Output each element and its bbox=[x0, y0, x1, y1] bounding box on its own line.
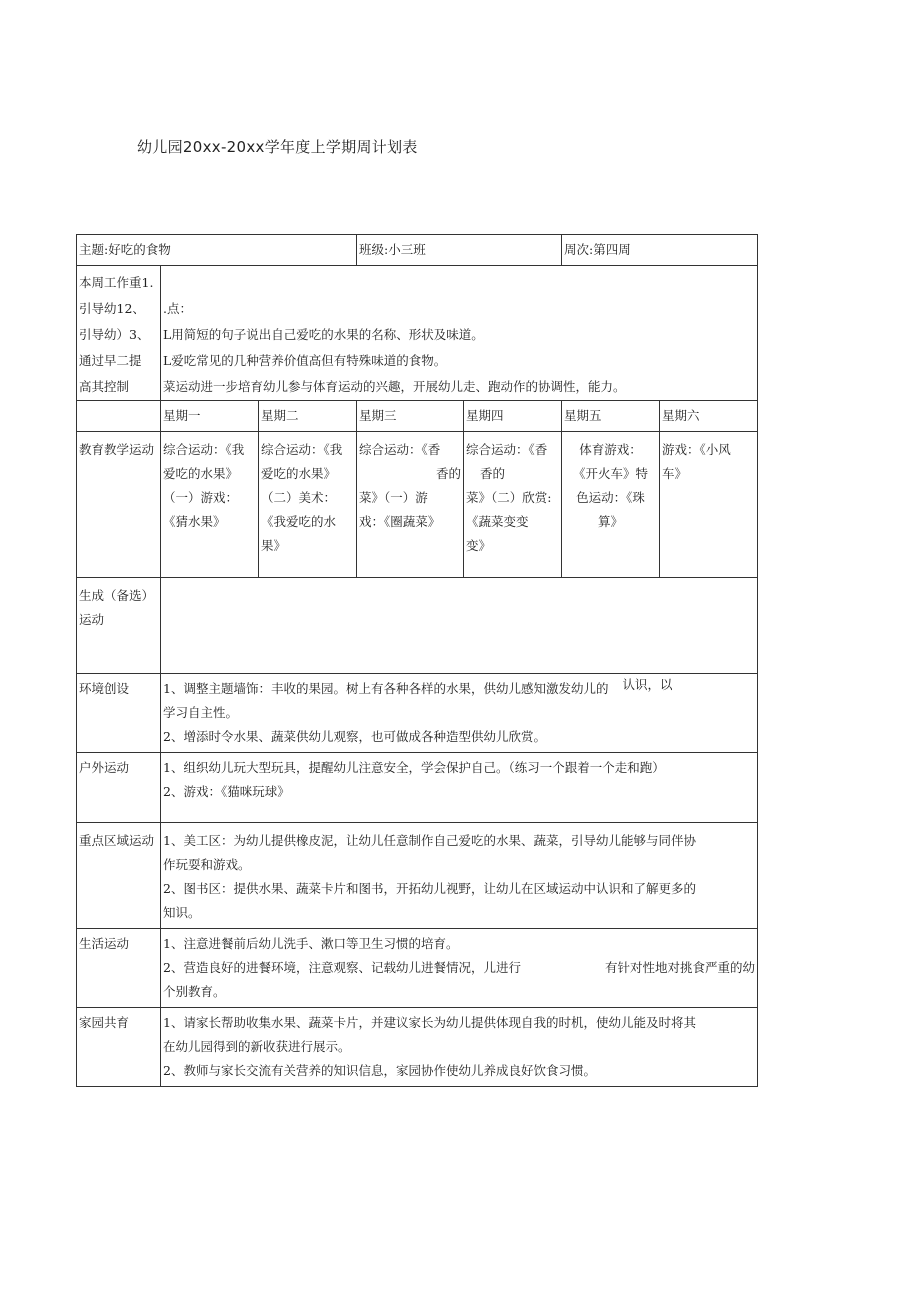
activity-line: 综合运动：《我 bbox=[261, 442, 343, 457]
outdoor-content bbox=[161, 753, 758, 823]
class-cell: 班级:小三班 bbox=[357, 235, 562, 266]
key-work-label-line: 引导幼）3、 bbox=[79, 327, 150, 342]
activity-line: 游戏：《小风 bbox=[662, 442, 731, 457]
family-line: 1、请家长帮助收集水果、蔬菜卡片，并建议家长为幼儿提供体现自我的时机，使幼儿能及时将其 bbox=[163, 1015, 696, 1030]
area-row bbox=[77, 823, 758, 929]
life-line-text: 2、营造良好的进餐环境，注意观察、记载幼儿进餐情况，儿进行 bbox=[163, 960, 521, 975]
weekday-header: 星期四 bbox=[464, 401, 562, 432]
activity-line: 菜》（一）游 bbox=[359, 490, 428, 505]
key-work-label bbox=[77, 266, 161, 401]
environment-label: 环境创设 bbox=[77, 674, 161, 753]
activity-line: 综合运动：《我 bbox=[163, 442, 245, 457]
generated-row bbox=[77, 578, 758, 674]
key-work-label-line: 引导幼12、 bbox=[79, 301, 145, 316]
header-row bbox=[77, 235, 758, 266]
area-label: 重点区域运动 bbox=[77, 823, 161, 929]
family-row bbox=[77, 1008, 758, 1087]
key-work-line: 菜运动进一步培育幼儿参与体育运动的兴趣，开展幼儿走、跑动作的协调性，能力。 bbox=[163, 379, 626, 394]
environment-aside: 认识，以 bbox=[622, 677, 673, 692]
environment-line: 学习自主性。 bbox=[163, 705, 239, 720]
key-work-label-line: 本周工作重1. bbox=[79, 275, 154, 290]
environment-line-text: 1、调整主题墙饰：丰收的果园。树上有各种各样的水果，供幼儿感知激发幼儿的 bbox=[163, 681, 609, 696]
monday-activity bbox=[161, 432, 259, 578]
generated-content bbox=[161, 578, 758, 674]
area-line: 知识。 bbox=[163, 905, 201, 920]
life-row bbox=[77, 929, 758, 1008]
family-line: 在幼儿园得到的新收获进行展示。 bbox=[163, 1039, 351, 1054]
activity-line: 香的 bbox=[480, 466, 506, 481]
activity-line: 果》 bbox=[261, 538, 287, 553]
life-aside: 有针对性地对挑食严重的幼 bbox=[605, 960, 756, 975]
activity-line: 综合运动：《香 bbox=[359, 442, 441, 457]
activity-line: 变》 bbox=[466, 538, 492, 553]
key-work-line: L爱吃常见的几种营养价值高但有特殊味道的食物。 bbox=[163, 353, 447, 368]
wednesday-activity bbox=[357, 432, 464, 578]
key-work-line: L用简短的句子说出自己爱吃的水果的名称、形状及味道。 bbox=[163, 327, 484, 342]
weekday-header: 星期六 bbox=[660, 401, 758, 432]
life-line bbox=[163, 956, 755, 980]
life-label: 生活运动 bbox=[77, 929, 161, 1008]
activity-line: 菜》（二）欣赏: bbox=[466, 490, 552, 505]
generated-label: 生成（备选）运动 bbox=[77, 578, 161, 674]
activity-line: 香的 bbox=[436, 466, 462, 481]
key-work-line bbox=[163, 270, 755, 296]
outdoor-row bbox=[77, 753, 758, 823]
weekday-header: 星期三 bbox=[357, 401, 464, 432]
weekday-header: 星期五 bbox=[562, 401, 660, 432]
activity-line: 《猜水果》 bbox=[163, 514, 226, 529]
key-work-content bbox=[161, 266, 758, 401]
activity-line: 车》 bbox=[662, 466, 688, 481]
tuesday-activity bbox=[259, 432, 357, 578]
family-line: 2、教师与家长交流有关营养的知识信息，家园协作使幼儿养成良好饮食习惯。 bbox=[163, 1063, 596, 1078]
weekday-blank-cell bbox=[77, 401, 161, 432]
environment-row bbox=[77, 674, 758, 753]
environment-line: 2、增添时令水果、蔬菜供幼儿观察，也可做成各种造型供幼儿欣赏。 bbox=[163, 729, 546, 744]
activity-line: 算》 bbox=[598, 514, 624, 529]
life-line: 个别教育。 bbox=[163, 984, 226, 999]
activity-line: 爱吃的水果》 bbox=[163, 466, 239, 481]
environment-content bbox=[161, 674, 758, 753]
friday-activity bbox=[562, 432, 660, 578]
activity-line: 体育游戏： bbox=[579, 442, 642, 457]
key-work-row bbox=[77, 266, 758, 401]
key-work-label-line: 通过早二提 bbox=[79, 353, 142, 368]
page-title: 幼儿园20xx-20xx学年度上学期周计划表 bbox=[137, 138, 418, 156]
weekly-plan-table bbox=[76, 234, 758, 1087]
activity-line: 《我爱吃的水 bbox=[261, 514, 337, 529]
life-content bbox=[161, 929, 758, 1008]
theme-cell: 主题:好吃的食物 bbox=[77, 235, 357, 266]
teaching-row bbox=[77, 432, 758, 578]
life-line: 1、注意进餐前后幼儿洗手、漱口等卫生习惯的培育。 bbox=[163, 936, 459, 951]
week-cell: 周次:第四周 bbox=[562, 235, 758, 266]
saturday-activity bbox=[660, 432, 758, 578]
activity-line: 《蔬菜变变 bbox=[466, 514, 529, 529]
area-line: 作玩耍和游戏。 bbox=[163, 857, 251, 872]
weekday-header: 星期二 bbox=[259, 401, 357, 432]
activity-line: （二）美术： bbox=[261, 490, 337, 505]
weekday-header: 星期一 bbox=[161, 401, 259, 432]
key-work-label-line: 高其控制 bbox=[79, 379, 130, 394]
teaching-label: 教育教学运动 bbox=[77, 432, 161, 578]
environment-line bbox=[163, 677, 755, 701]
outdoor-line: 2、游戏：《猫咪玩球》 bbox=[163, 784, 290, 799]
activity-line: 综合运动：《香 bbox=[466, 442, 548, 457]
family-label: 家园共育 bbox=[77, 1008, 161, 1087]
outdoor-label: 户外运动 bbox=[77, 753, 161, 823]
weekday-header-row bbox=[77, 401, 758, 432]
activity-line: 色运动：《珠 bbox=[576, 490, 645, 505]
activity-line: （一）游戏： bbox=[163, 490, 239, 505]
activity-line: 爱吃的水果》 bbox=[261, 466, 337, 481]
activity-line: 《开火车》特 bbox=[573, 466, 649, 481]
activity-line: 戏：《圈蔬菜》 bbox=[359, 514, 441, 529]
area-content bbox=[161, 823, 758, 929]
area-line: 2、图书区：提供水果、蔬菜卡片和图书，开拓幼儿视野，让幼儿在区域运动中认识和了解更多的 bbox=[163, 881, 696, 896]
area-line: 1、美工区：为幼儿提供橡皮泥，让幼儿任意制作自己爱吃的水果、蔬菜，引导幼儿能够与同伴协 bbox=[163, 833, 696, 848]
outdoor-line: 1、组织幼儿玩大型玩具，提醒幼儿注意安全，学会保护自己。（练习一个跟着一个走和跑） bbox=[163, 760, 665, 775]
family-content bbox=[161, 1008, 758, 1087]
thursday-activity bbox=[464, 432, 562, 578]
key-work-line: .点： bbox=[163, 301, 192, 316]
